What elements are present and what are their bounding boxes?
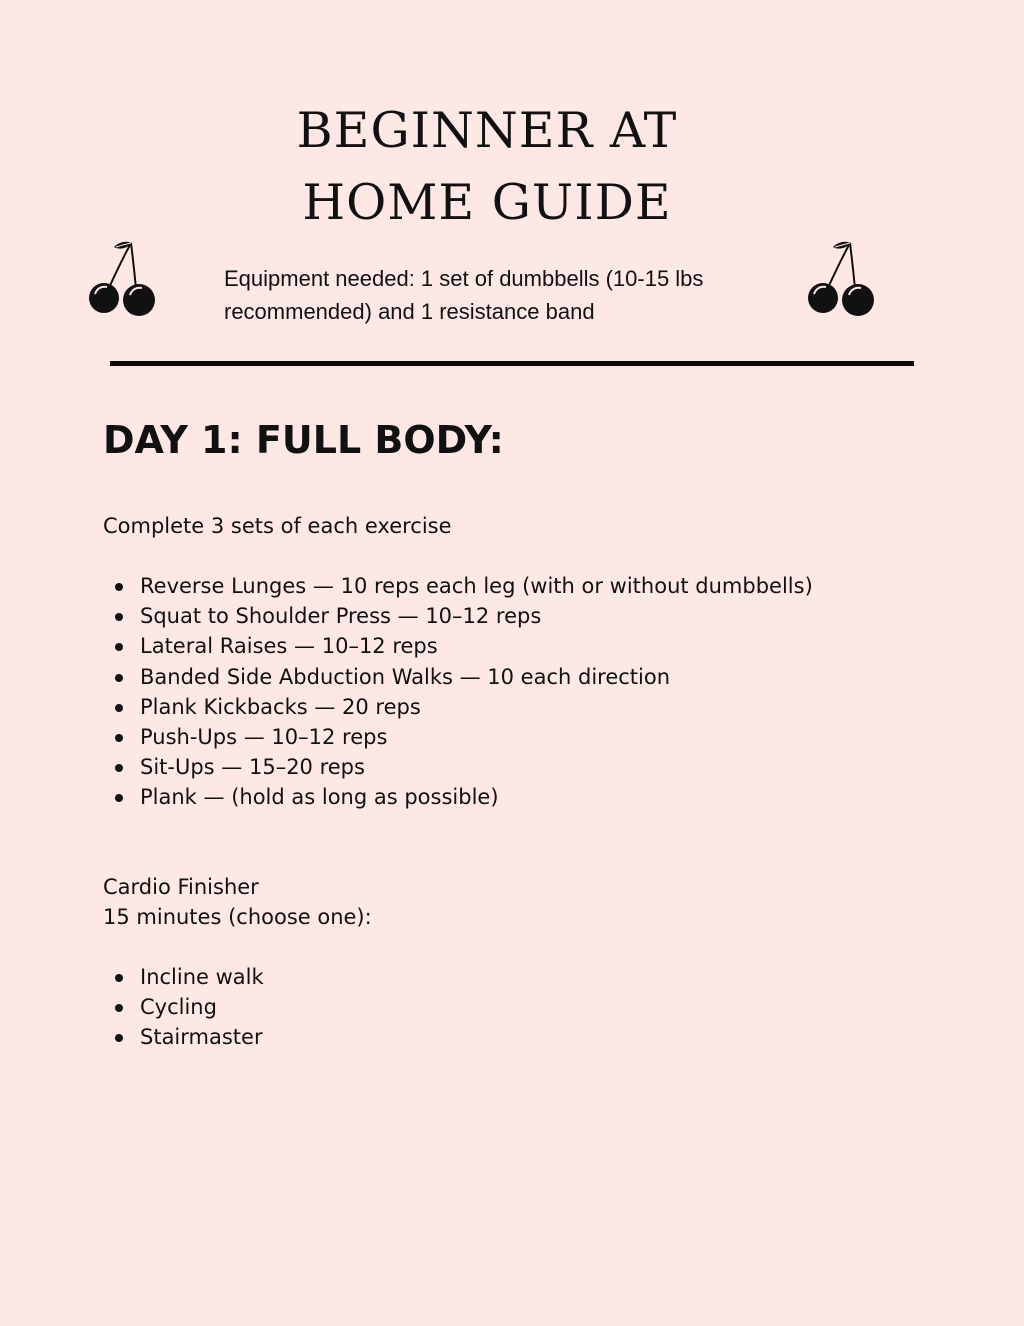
list-item [103,571,813,601]
cardio-option: Stairmaster [140,1025,263,1050]
cardio-option: Cycling [140,995,217,1020]
exercise-text: Reverse Lunges — 10 reps each leg (with or without dumbbells) [140,574,813,598]
exercise-text: Squat to Shoulder Press — 10–12 reps [140,604,542,629]
page-title [0,95,974,239]
exercise-text: Banded Side Abduction Walks — 10 each direction [140,664,671,689]
exercise-text: Plank Kickbacks — 20 reps [140,694,421,719]
cardio-list [103,962,264,1053]
list-item [103,962,264,992]
list-item [103,722,813,752]
cardio-heading: Cardio Finisher [103,875,259,899]
exercise-list [103,571,813,813]
bullet-icon [115,674,123,682]
bullet-icon [115,1004,123,1012]
list-item [103,752,813,782]
list-item [103,692,813,722]
list-item [103,601,813,631]
bullet-icon [115,794,123,802]
exercise-text: Push-Ups — 10–12 reps [140,725,388,750]
cherry-icon [803,238,879,318]
cardio-finisher [103,872,372,932]
day-heading: DAY 1: FULL BODY: [103,418,504,462]
exercise-text: Sit-Ups — 15–20 reps [140,755,365,780]
bullet-icon [115,764,123,772]
bullet-icon [115,583,123,591]
exercise-text: Plank — (hold as long as possible) [140,785,499,810]
list-item [103,1022,264,1052]
list-item [103,782,813,812]
bullet-icon [115,613,123,621]
cardio-option: Incline walk [140,965,264,989]
bullet-icon [115,974,123,982]
sets-instruction: Complete 3 sets of each exercise [103,514,452,538]
list-item [103,992,264,1022]
cherry-icon [84,238,160,318]
cardio-subheading: 15 minutes (choose one): [103,905,372,930]
section-divider [110,361,914,366]
equipment-note: Equipment needed: 1 set of dumbbells (10-15 lbs recommended) and 1 resistance band [224,266,704,324]
exercise-text: Lateral Raises — 10–12 reps [140,634,438,659]
bullet-icon [115,1034,123,1042]
list-item [103,631,813,661]
bullet-icon [115,704,123,712]
title-line-2: HOME GUIDE [302,174,672,231]
list-item [103,662,813,692]
bullet-icon [115,734,123,742]
bullet-icon [115,643,123,651]
title-line-1: BEGINNER AT [296,102,678,159]
